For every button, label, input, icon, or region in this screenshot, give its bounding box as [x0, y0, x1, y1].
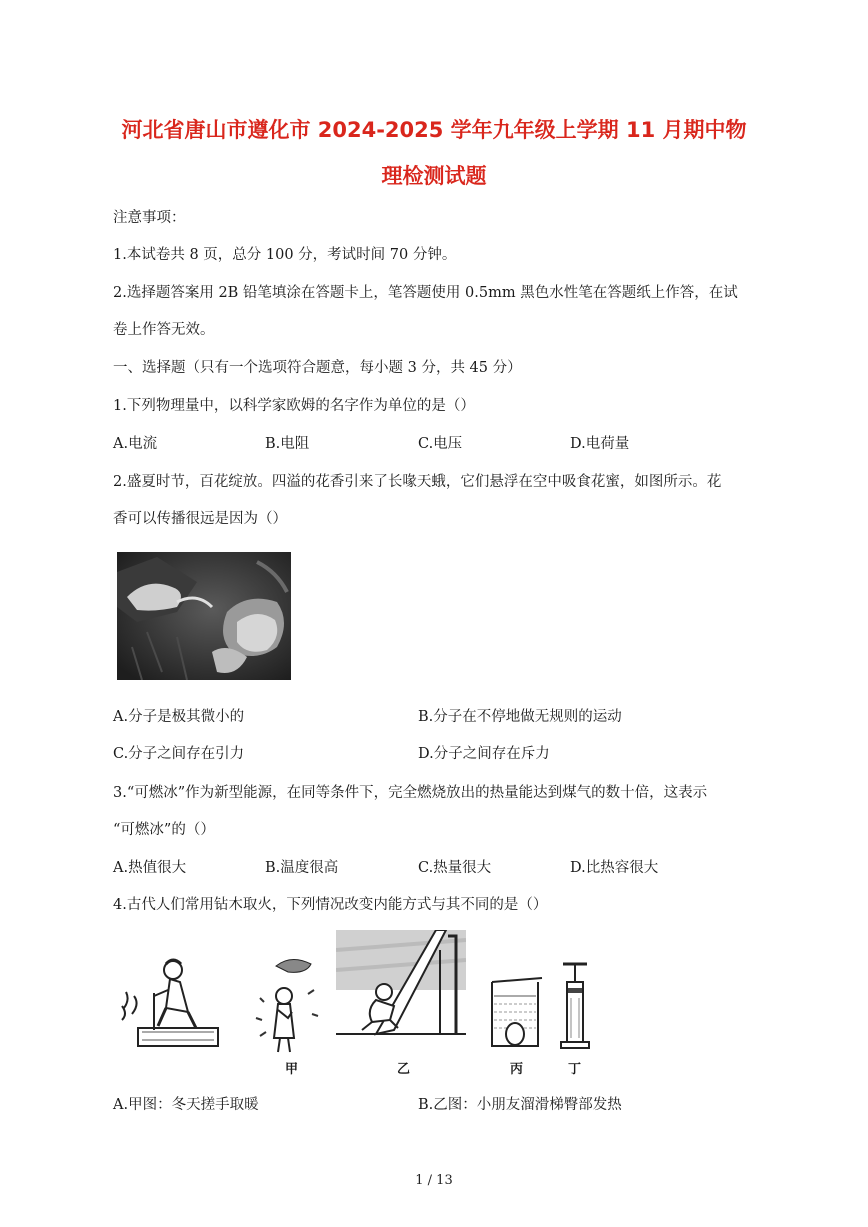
- notice-heading: 注意事项：: [113, 210, 186, 226]
- q2-option-d: D.分子之间存在斥力: [418, 746, 550, 762]
- q3-stem-line-1: 3.“可燃冰”作为新型能源，在同等条件下，完全燃烧放出的热量能达到煤气的数十倍，这表示: [113, 785, 708, 801]
- notice-item-1: 1.本试卷共 8 页，总分 100 分，考试时间 70 分钟。: [113, 247, 457, 263]
- q3-option-c: C.热量很大: [418, 860, 492, 876]
- q1-option-a: A.电流: [113, 436, 158, 452]
- section-heading-choice: 一、选择题（只有一个选项符合题意，每小题 3 分，共 45 分）: [113, 360, 522, 376]
- q3-stem-line-2: “可燃冰”的（）: [113, 822, 215, 838]
- q2-option-b: B.分子在不停地做无规则的运动: [418, 709, 622, 725]
- q3-option-d: D.比热容很大: [570, 860, 659, 876]
- q4-option-a: A.甲图：冬天搓手取暖: [113, 1097, 259, 1113]
- q1-option-b: B.电阻: [265, 436, 310, 452]
- q1-option-d: D.电荷量: [570, 436, 630, 452]
- notice-item-2-line-1: 2.选择题答案用 2B 铅笔填涂在答题卡上，笔答题使用 0.5mm 黑色水性笔在答题纸上作答，在试: [113, 285, 738, 301]
- q2-option-a: A.分子是极其微小的: [113, 709, 245, 725]
- compression-cylinder-figure: [555, 958, 595, 1054]
- q4-stem: 4.古代人们常用钻木取火，下列情况改变内能方式与其不同的是（）: [113, 897, 548, 913]
- notice-item-2-line-2: 卷上作答无效。: [113, 322, 215, 338]
- figure-caption-jia: 甲: [285, 1062, 299, 1077]
- figure-caption-bing: 丙: [510, 1062, 524, 1077]
- wood-drilling-figure: [118, 948, 228, 1066]
- q2-stem-line-1: 2.盛夏时节，百花绽放。四溢的花香引来了长喙天蛾，它们悬浮在空中吸食花蜜，如图所示。花: [113, 474, 722, 490]
- q1-option-c: C.电压: [418, 436, 463, 452]
- page-number: 1 / 13: [415, 1173, 453, 1188]
- document-title-line-2: 理检测试题: [381, 164, 487, 188]
- q4-option-b: B.乙图：小朋友溜滑梯臀部发热: [418, 1097, 622, 1113]
- document-title-line-1: 河北省唐山市遵化市 2024-2025 学年九年级上学期 11 月期中物: [121, 118, 747, 142]
- figure-caption-yi: 乙: [397, 1062, 411, 1077]
- q2-option-c: C.分子之间存在引力: [113, 746, 245, 762]
- slide-figure: [336, 930, 466, 1066]
- figure-caption-ding: 丁: [568, 1062, 582, 1077]
- q2-stem-line-2: 香可以传播很远是因为（）: [113, 511, 287, 527]
- q1-stem: 1.下列物理量中，以科学家欧姆的名字作为单位的是（）: [113, 398, 475, 414]
- q3-option-b: B.温度很高: [265, 860, 339, 876]
- beaker-figure: [486, 974, 546, 1054]
- rubbing-hands-figure: [236, 948, 336, 1066]
- q3-option-a: A.热值很大: [113, 860, 187, 876]
- moth-flower-photo: [117, 552, 291, 680]
